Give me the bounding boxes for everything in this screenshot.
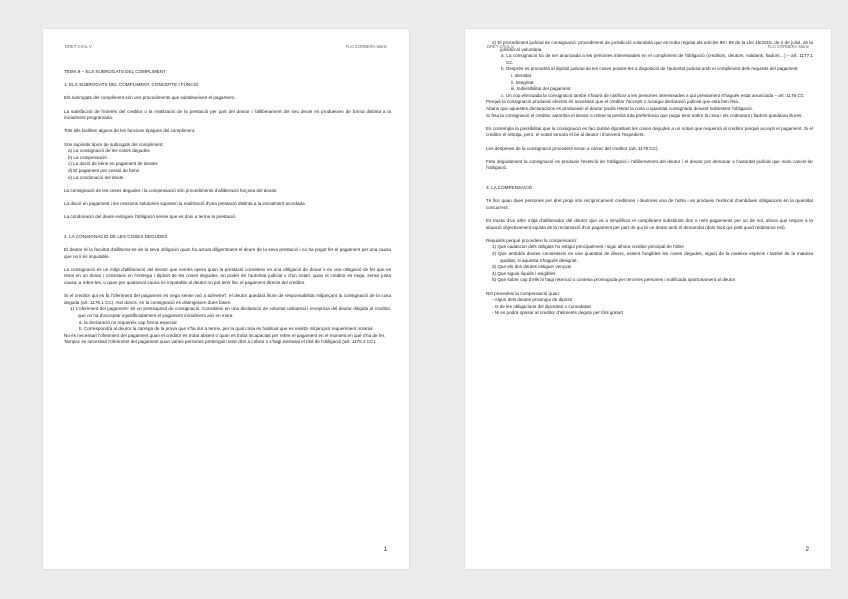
- section-heading: 2. LA CONSIGNACIÓ DE LES COSES DEGUDES: [64, 233, 168, 239]
- document-page-2: [465, 29, 831, 569]
- paragraph: Es contempla la possibilitat que la consignació es faci també dipositant les coses degudes a un notari que requerirà al creditor perquè accepti el pagament. Si el creditor el rebutja, però, el notari tornarà el bé al deutor i d'aniverà l'expedient.: [486, 125, 813, 138]
- list-item: 1) Que cadascun dels obligats ho estigui principalment i sigui alhora creditor principal de l'altre: [492, 244, 684, 250]
- paragraph: Es tracta d'un altre mitjà d'alliberador del deutor que va a simplificar el compliment substituint dos o més pagaments per un de sol, ahora que respon a la situació objectivament injusta de la reclamació d'un pagament per part de qui té un deute amb el demandat (dolo facit qui petit quod redditurus est).: [486, 218, 813, 230]
- list-item: c) La dació de béns en pagament de deutes: [68, 161, 158, 167]
- list-item: a. la declaració no requereix cap forma especial: [79, 319, 177, 325]
- list-item: - Ni es podrà oposar al creditor d'aliments deguts per títol gratuït: [492, 310, 623, 316]
- paragraph: Perquè la consignació produeixi efectes és necessari que el creditor l'accepti o recaigui declaració judicial que està ben feta.: [486, 99, 740, 105]
- list-item: 1) L'oferiment del pagament: és un pressupòsit de consignació. Consisteix en una declaració de voluntat unilateral i receptícia del deutor dirigida al creditor, que no ha d'acceptar injustificadament el pagament inicialment així en mora.: [70, 306, 391, 318]
- list-item: b) La compensació: [68, 154, 107, 160]
- list-item: i. Identitat: [511, 72, 531, 78]
- paragraph: El deutor té la facultat d'alliberar-se de la seva obligació quan ha actuat diligentment el deure de la seva prestació i no ha pogut fer el pagament per una causa que no li és imputable.: [64, 247, 391, 259]
- list-item: 2) Que ambdós deutes consisteixin en una quantitat de diners, essent fungibles les coses degudes, siguin de la mateixa espècie i també de la mateixa qualitat, si aquesta s'hagués designat.: [492, 251, 813, 263]
- header-author: FLO CORBERA Marie: [345, 44, 387, 49]
- section-heading: 1. ELS SUBROGATS DEL COMPLIMENT. CONCEPTE I FUNCIÓ: [64, 82, 199, 88]
- list-item: iii. Indivisibilitat del pagament: [511, 86, 571, 92]
- paragraph: No és necessari l'oferiment del pagament quan el creditor es troba absent o quan es troba incapacitat per rebre el pagament en el moment en què s'ha de fer.: [64, 332, 386, 338]
- section-heading: 3. LA COMPENSACIÓ: [486, 185, 533, 191]
- paragraph: Si el creditor qui es fa l'oferiment del pagament es nega sense raó a admetre'l, el deutor quedarà lliure de responsabilitat mitjançant la consignació de la cosa deguda (art. 1176.1 CC). Així doncs, en la consignació es distingeixen dues fases:: [64, 293, 391, 305]
- header-course: DRET CIVIL V: [487, 44, 514, 49]
- paragraph: Si feta la consignació el creditor autoritza el deutor a retirar-la perdrà tota preferència que pugui tenir sobre la cosa i els codeutors i fiadors quedaran lliures.: [486, 112, 803, 118]
- list-item: ii. Integritat: [511, 79, 534, 85]
- paragraph: La consignació és un mitjà d'alliberació del deutor que només opera quan la prestació consisteix en una obligació de donar o en una obligació de fer que es resol en un donar i consisteix en l'entrega i dipòsit de les coses degudes, en poder de l'autoritat judicial o d'un notari, quan el creditor es nega, sense justa causa, a rebre-les, o quan per qualsevol causa no imputable al deutor no pot tenir lloc el pagament directe del creditor.: [64, 266, 391, 285]
- list-item: - O de les obligacions del dipositari o comodatari: [492, 303, 592, 309]
- page-number: 2: [805, 547, 809, 553]
- list-item: 4) Que siguin líquids i exigibles: [492, 270, 556, 276]
- list-item: a) La consignació de les coses degudes: [68, 148, 150, 154]
- paragraph: Tots ells faciliten alguna de les funcions típiques del compliment.: [64, 128, 196, 134]
- header-course: DRET CIVIL V: [65, 44, 92, 49]
- paragraph: Requisits perquè procedeixi la compensació:: [486, 237, 578, 243]
- list-item: d) El pagament per cessió de bens: [68, 167, 139, 173]
- paragraph: La consignació de les coses degudes i la compensació són procediments d'alliberació forçosa del deutor.: [64, 187, 278, 193]
- list-item: a. La consignació ha de ser anunciada a les persones interessades en el compliment de l'obligació (creditors, deutors, solidaris, fiadors…) – art. 1177.1 CC: [501, 53, 813, 65]
- paragraph: Les despeses de la consignació procedent seran a càrrec del creditor (art. 1179 CC).: [486, 145, 659, 151]
- page-body: [486, 40, 813, 317]
- paragraph: Són supòsits típics de subrogats del compliment:: [64, 141, 164, 147]
- paragraph: Té lloc quan dues persones per dret propi són recíprocament creditores i deutores una de l'altra i es produeix l'extinció d'ambdues obligacions en la quantitat concurrent.: [486, 198, 813, 210]
- header-author: FLO CORBERA Marie: [767, 44, 809, 49]
- document-page-1: [43, 29, 409, 569]
- list-item: 5) Que sobre cap d'ells hi hagi retenció o contesa promoguda per terceres persones i notificada oportunament al deutor: [492, 277, 736, 283]
- page-body: [64, 69, 391, 346]
- list-item: - Algun dels deutes provingui de dipòsit: [492, 297, 572, 303]
- list-item: 2) El procediment judicial de consignació: procediment de jurisdicció voluntària que es troba regulat als articles 98 i 99 de la Llei 15/2015, de 2 de juliol, de la jurisdicció voluntària.: [492, 40, 813, 52]
- paragraph: La condonació del deute extingeix l'obligació sense que es doni a terme la prestació.: [64, 214, 237, 220]
- list-item: 3) Que els dos deutes estiguin vençuts: [492, 264, 572, 270]
- list-item: e) La condonació del deute: [68, 174, 124, 180]
- page-number: 1: [383, 547, 387, 553]
- paragraph: La dació en pagament i les cessions solutories suposen la realització d'una prestació distinta a la inicialment acordada.: [64, 200, 306, 206]
- chapter-title: TEMA 9 – ELS SUBROGATS DEL COMPLIMENT: [64, 69, 166, 74]
- paragraph: Feta degudament la consignació es produeix l'extinció de l'obligació i l'alliberament del deutor i el deutor pot demanar a l'autoritat judicial que mani cancel·lar l'obligació.: [486, 158, 813, 171]
- paragraph: Tampoc es necessari l'oferiment del pagament quan varies persones pretenguin tenir dret a cobrar o s'hagi extraviat el títol de l'obligació (art. 1176.2 CC).: [64, 339, 377, 345]
- list-item: c. Un cop efectuada la consignació també s'haurà de notificar a les persones interessades a qui prèviament s'hagués estat anunciada – art. 1178 CC: [501, 92, 804, 98]
- list-item: b. Correspondrà al deutor la càrrega de la prova que s'ha dut a terme, per la qual cosa és habitual que es realitzi mitjançant requeriment notarial: [79, 326, 373, 332]
- paragraph: La satisfacció de l'interès del creditor o la realització de la prestació per part del deutor i l'alliberament del seu deute es produeixen de forma distinta a la inicialment programada.: [64, 108, 391, 121]
- paragraph: Abans que aquestes declaracions es produeixin el deutor podrà retirar la cosa o quantitat consignada deixant subsistent l'obligació.: [486, 105, 753, 111]
- list-item: b. Després es procedirà al dipòsit judicial de les coses posant-les a disposició de l'autoritat judicial amb el compliment dels requisits del pagament: [501, 66, 798, 72]
- paragraph: NO procedeix la compensació quan:: [486, 290, 561, 296]
- paragraph: Els subrogats del compliment són uns procediments que substitueixen el pagament.: [64, 95, 236, 101]
